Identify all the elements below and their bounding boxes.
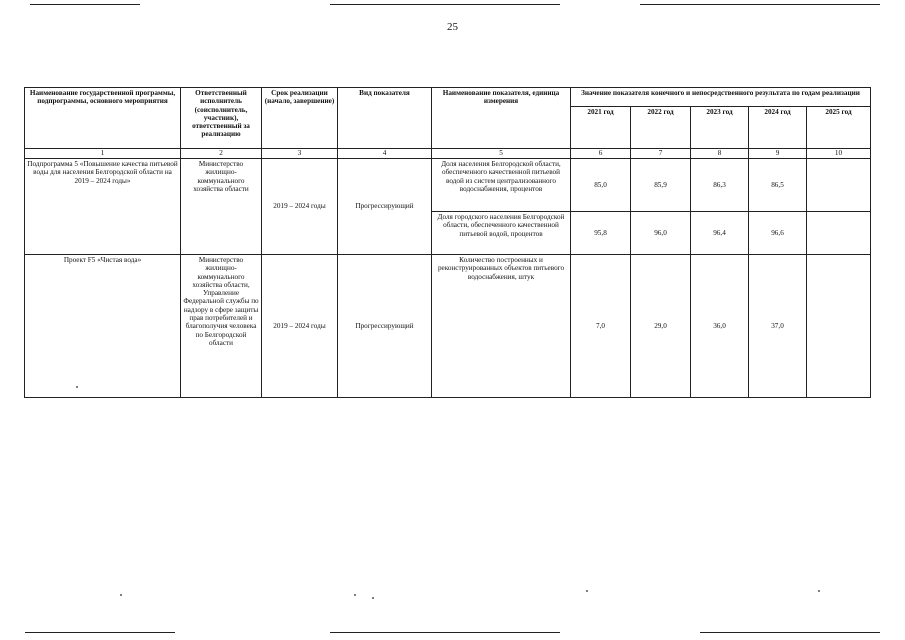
column-number: 8 xyxy=(691,149,749,159)
column-number: 10 xyxy=(807,149,871,159)
value-cell: 96,0 xyxy=(631,212,691,255)
column-number: 6 xyxy=(571,149,631,159)
table-row xyxy=(25,159,871,212)
scan-speck xyxy=(76,386,78,388)
header-executor: Ответственный исполнитель (соисполнитель, участник), ответственный за реализацию xyxy=(181,88,262,149)
executor-cell: Министерство жилищно-коммунального хозяйства области xyxy=(181,159,262,255)
bottom-scan-line-left xyxy=(25,632,175,633)
table-header-row xyxy=(25,88,871,107)
bottom-scan-line-mid xyxy=(330,632,560,633)
column-number: 1 xyxy=(25,149,181,159)
column-number: 7 xyxy=(631,149,691,159)
program-cell: Подпрограмма 5 «Повышение качества питьевой воды для населения Белгородской области на 2019 – 2024 годы» xyxy=(25,159,181,255)
page-number: 25 xyxy=(447,21,458,33)
period-cell: 2019 – 2024 годы xyxy=(262,159,338,255)
scan-speck xyxy=(818,590,820,592)
column-numbers-row xyxy=(25,149,871,159)
column-number: 3 xyxy=(262,149,338,159)
column-number: 2 xyxy=(181,149,262,159)
period-cell: 2019 – 2024 годы xyxy=(262,255,338,398)
program-cell: Проект F5 «Чистая вода» xyxy=(25,255,181,398)
bottom-scan-line-right xyxy=(700,632,880,633)
value-cell xyxy=(807,159,871,212)
header-year: 2024 год xyxy=(749,107,807,149)
scan-speck xyxy=(120,594,122,596)
header-year: 2021 год xyxy=(571,107,631,149)
header-indicator-type: Вид показателя xyxy=(338,88,432,149)
header-period: Срок реализации (начало, завершение) xyxy=(262,88,338,149)
header-values-group: Значение показателя конечного и непосредственного результата по годам реализации xyxy=(571,88,871,107)
top-scan-line-mid xyxy=(330,4,560,5)
column-number: 9 xyxy=(749,149,807,159)
header-year: 2022 год xyxy=(631,107,691,149)
scan-speck xyxy=(586,590,588,592)
value-cell: 37,0 xyxy=(749,255,807,398)
value-cell: 85,9 xyxy=(631,159,691,212)
header-indicator-name: Наименование показателя, единица измерения xyxy=(432,88,571,149)
value-cell xyxy=(807,212,871,255)
top-scan-line-right xyxy=(640,4,880,5)
indicator-name-cell: Количество построенных и реконструированных объектов питьевого водоснабжения, штук xyxy=(432,255,571,398)
header-year: 2023 год xyxy=(691,107,749,149)
value-cell: 96,4 xyxy=(691,212,749,255)
value-cell: 96,6 xyxy=(749,212,807,255)
indicator-type-cell: Прогрессирующий xyxy=(338,255,432,398)
value-cell: 85,0 xyxy=(571,159,631,212)
executor-cell: Министерство жилищно-коммунального хозяйства области, Управление Федеральной службы по надзору в сфере защиты прав потребителей и благополучия человека по Белгородской области xyxy=(181,255,262,398)
indicator-name-cell: Доля городского населения Белгородской области, обеспеченного качественной питьевой водой, процентов xyxy=(432,212,571,255)
scan-speck xyxy=(354,594,356,596)
indicator-name-cell: Доля населения Белгородской области, обеспеченного качественной питьевой водой из систем централизованного водоснабжения, процентов xyxy=(432,159,571,212)
indicator-table xyxy=(24,87,871,398)
column-number: 4 xyxy=(338,149,432,159)
table-row xyxy=(25,255,871,398)
indicator-type-cell: Прогрессирующий xyxy=(338,159,432,255)
value-cell: 86,5 xyxy=(749,159,807,212)
value-cell: 7,0 xyxy=(571,255,631,398)
value-cell: 36,0 xyxy=(691,255,749,398)
header-program-name: Наименование государственной программы, подпрограммы, основного мероприятия xyxy=(25,88,181,149)
header-year: 2025 год xyxy=(807,107,871,149)
column-number: 5 xyxy=(432,149,571,159)
value-cell: 95,8 xyxy=(571,212,631,255)
top-scan-line-left xyxy=(30,4,140,5)
scan-speck xyxy=(372,597,374,599)
value-cell: 29,0 xyxy=(631,255,691,398)
value-cell: 86,3 xyxy=(691,159,749,212)
value-cell xyxy=(807,255,871,398)
